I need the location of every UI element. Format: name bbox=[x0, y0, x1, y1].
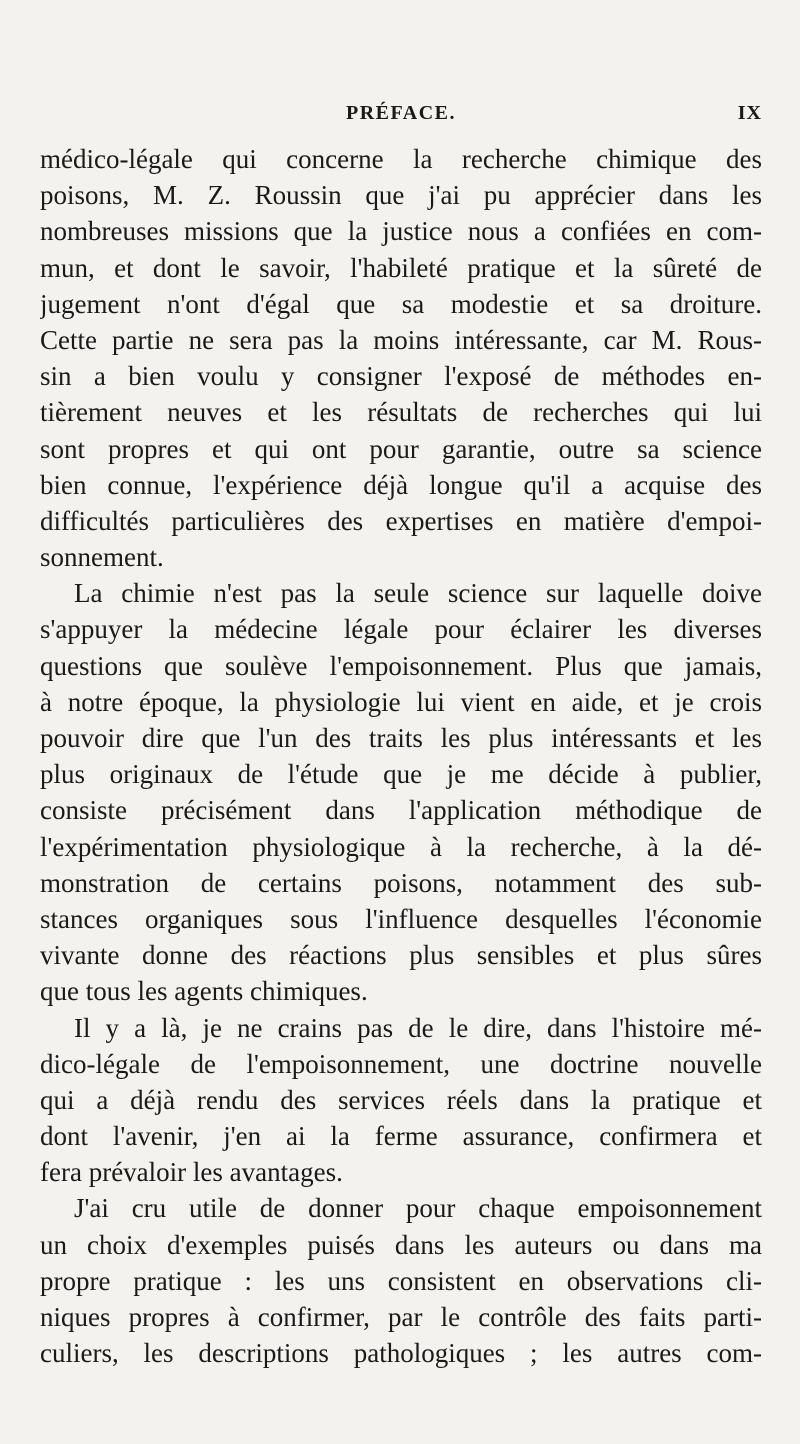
text-line: l'expérimentation physiologique à la recherche, à la dé- bbox=[40, 831, 762, 862]
text-line: Cette partie ne sera pas la moins intéressante, car M. Rous- bbox=[40, 324, 762, 355]
text-line: poisons, M. Z. Roussin que j'ai pu apprécier dans les bbox=[40, 180, 762, 211]
text-line: vivante donne des réactions plus sensibles et plus sûres bbox=[40, 940, 762, 971]
body-text bbox=[40, 141, 762, 1371]
text-line: propre pratique : les uns consistent en observations cli- bbox=[40, 1265, 762, 1296]
text-line: culiers, les descriptions pathologiques ; les autres com- bbox=[40, 1338, 762, 1369]
text-line: J'ai cru utile de donner pour chaque empoisonnement bbox=[74, 1193, 762, 1224]
text-line: sin a bien voulu y consigner l'exposé de méthodes en- bbox=[40, 361, 762, 392]
text-line: La chimie n'est pas la seule science sur laquelle doive bbox=[74, 578, 762, 609]
text-line: bien connue, l'expérience déjà longue qu'il a acquise des bbox=[40, 469, 762, 500]
text-line: niques propres à confirmer, par le contrôle des faits parti- bbox=[40, 1302, 762, 1332]
text-line: tièrement neuves et les résultats de recherches qui lui bbox=[40, 397, 762, 428]
text-line: fera prévaloir les avantages. bbox=[40, 1157, 343, 1188]
text-line: sonnement. bbox=[40, 542, 164, 573]
page-number: IX bbox=[737, 102, 762, 124]
text-line: à notre époque, la physiologie lui vient en aide, et je crois bbox=[40, 686, 762, 717]
text-line: un choix d'exemples puisés dans les auteurs ou dans ma bbox=[40, 1229, 762, 1260]
text-line: qui a déjà rendu des services réels dans la pratique et bbox=[40, 1084, 762, 1115]
text-line: dont l'avenir, j'en ai la ferme assurance, confirmera et bbox=[40, 1121, 762, 1152]
text-line: pouvoir dire que l'un des traits les plus intéressants et les bbox=[40, 723, 762, 753]
running-title: PRÉFACE. bbox=[346, 102, 456, 124]
text-line: Il y a là, je ne crains pas de le dire, dans l'histoire mé- bbox=[74, 1012, 762, 1043]
text-line: difficultés particulières des expertises en matière d'empoi- bbox=[40, 505, 762, 536]
text-line: médico-légale qui concerne la recherche chimique des bbox=[40, 144, 762, 174]
text-line: questions que soulève l'empoisonnement. Plus que jamais, bbox=[40, 650, 762, 681]
text-line: que tous les agents chimiques. bbox=[40, 976, 368, 1007]
text-line: plus originaux de l'étude que je me décide à publier, bbox=[40, 759, 762, 790]
text-line: stances organiques sous l'influence desquelles l'économie bbox=[40, 903, 762, 934]
text-line: s'appuyer la médecine légale pour éclairer les diverses bbox=[40, 614, 762, 645]
text-line: sont propres et qui ont pour garantie, outre sa science bbox=[40, 433, 762, 464]
page-header bbox=[40, 102, 762, 130]
text-line: nombreuses missions que la justice nous a confiées en com- bbox=[40, 216, 762, 247]
text-line: mun, et dont le savoir, l'habileté pratique et la sûreté de bbox=[40, 252, 762, 283]
text-line: monstration de certains poisons, notamment des sub- bbox=[40, 867, 762, 898]
text-line: consiste précisément dans l'application méthodique de bbox=[40, 795, 762, 826]
text-line: jugement n'ont d'égal que sa modestie et sa droiture. bbox=[40, 288, 762, 319]
text-line: dico-légale de l'empoisonnement, une doctrine nouvelle bbox=[40, 1048, 762, 1079]
